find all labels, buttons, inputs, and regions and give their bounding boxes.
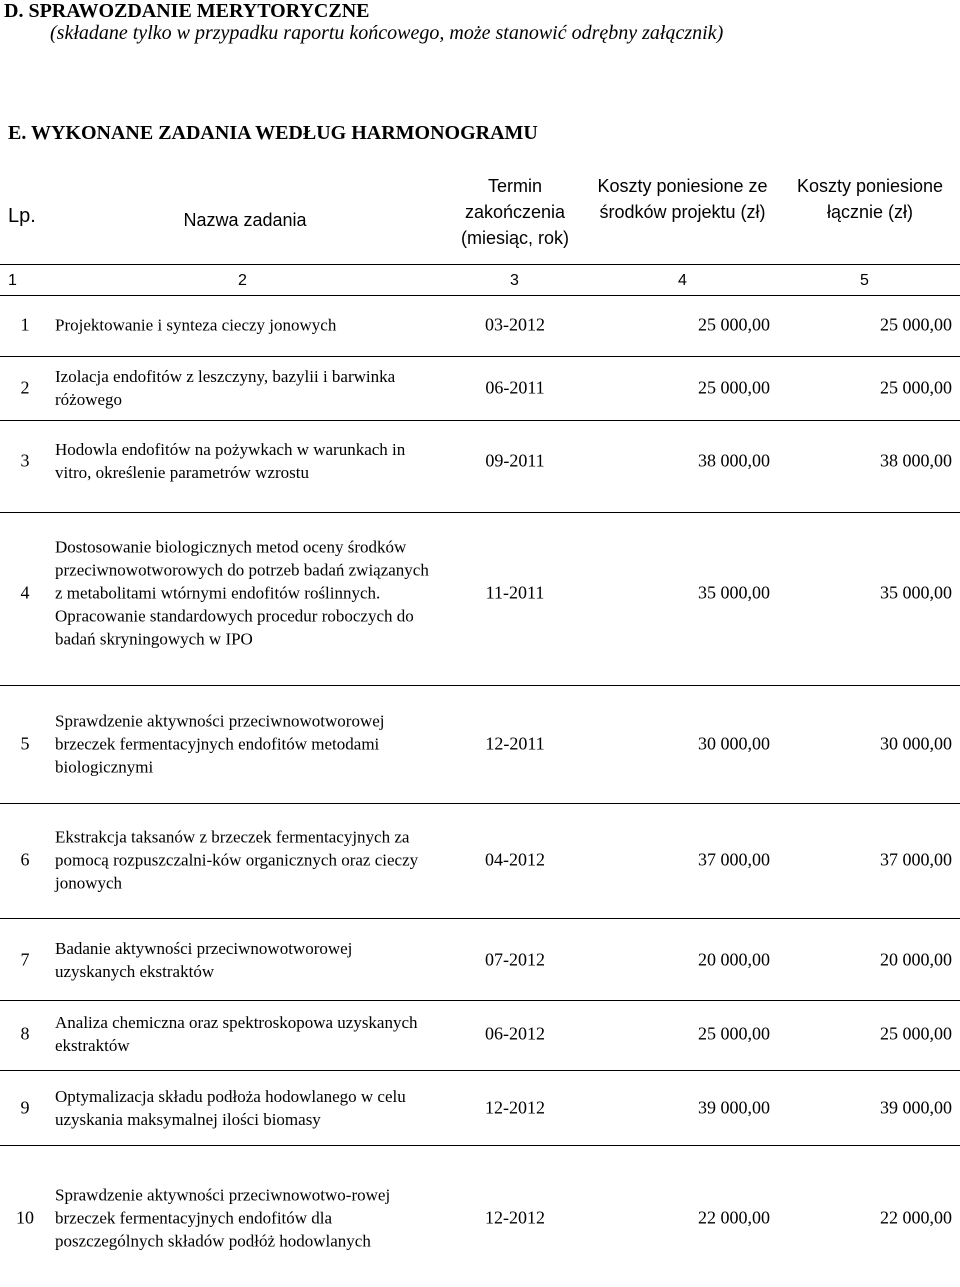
row-lp: 3 (20, 450, 30, 471)
header-total-costs: Koszty poniesione łącznie (zł) (796, 176, 944, 222)
row-divider (0, 1000, 960, 1001)
row-total-cost: 37 000,00 (880, 849, 952, 870)
row-divider (0, 420, 960, 421)
row-task-name: Sprawdzenie aktywności przeciwnowotwo-rowej brzeczek fermentacyjnych endofitów dla poszczególnych składów podłóż hodowlanych (55, 1185, 391, 1251)
row-project-cost: 35 000,00 (698, 582, 770, 603)
row-project-cost: 39 000,00 (698, 1097, 770, 1118)
row-divider (0, 512, 960, 513)
row-lp: 10 (16, 1207, 34, 1228)
row-divider (0, 685, 960, 686)
row-lp: 2 (20, 377, 30, 398)
row-lp: 1 (20, 314, 30, 335)
row-divider (0, 918, 960, 919)
row-divider (0, 803, 960, 804)
row-total-cost: 22 000,00 (880, 1207, 952, 1228)
row-lp: 8 (20, 1023, 30, 1044)
row-divider (0, 1070, 960, 1071)
row-task-name: Projektowanie i synteza cieczy jonowych (55, 315, 337, 335)
row-task-name: Dostosowanie biologicznych metod oceny środków przeciwnowotworowych do potrzeb badań związanych z metabolitami wtórnymi endofitów roślinnych. Opracowanie standardowych procedur roboczych do badań skryningowych w IPO (55, 537, 429, 649)
row-term: 11-2011 (485, 582, 545, 603)
row-task-name: Analiza chemiczna oraz spektroskopowa uzyskanych ekstraktów (55, 1013, 418, 1055)
row-lp: 7 (20, 949, 30, 970)
row-term: 07-2012 (485, 949, 545, 970)
row-total-cost: 25 000,00 (880, 377, 952, 398)
row-task-name: Sprawdzenie aktywności przeciwnowotworowej brzeczek fermentacyjnych endofitów metodami biologicznymi (55, 711, 385, 777)
row-total-cost: 25 000,00 (880, 314, 952, 335)
row-term: 12-2012 (485, 1207, 545, 1228)
row-project-cost: 20 000,00 (698, 949, 770, 970)
row-divider (0, 295, 960, 296)
row-total-cost: 38 000,00 (880, 450, 952, 471)
row-lp: 9 (20, 1097, 30, 1118)
row-lp: 4 (20, 582, 30, 603)
row-lp: 5 (20, 733, 30, 754)
row-project-cost: 25 000,00 (698, 377, 770, 398)
row-term: 12-2012 (485, 1097, 545, 1118)
row-task-name: Ekstrakcja taksanów z brzeczek fermentacyjnych za pomocą rozpuszczalni-ków organicznych oraz cieczy jonowych (55, 827, 419, 893)
row-project-cost: 30 000,00 (698, 733, 770, 754)
row-task-name: Hodowla endofitów na pożywkach w warunkach in vitro, określenie parametrów wzrostu (55, 440, 406, 482)
row-total-cost: 35 000,00 (880, 582, 952, 603)
row-lp: 6 (20, 849, 30, 870)
row-term: 09-2011 (485, 450, 545, 471)
row-divider (0, 356, 960, 357)
row-project-cost: 37 000,00 (698, 849, 770, 870)
section-d-title: D. SPRAWOZDANIE MERYTORYCZNE (4, 0, 370, 22)
column-number: 2 (238, 272, 247, 289)
row-term: 04-2012 (485, 849, 545, 870)
row-divider (0, 264, 960, 265)
row-task-name: Izolacja endofitów z leszczyny, bazylii i barwinka różowego (55, 367, 396, 409)
row-term: 06-2012 (485, 1023, 545, 1044)
row-project-cost: 38 000,00 (698, 450, 770, 471)
section-e-title: E. WYKONANE ZADANIA WEDŁUG HARMONOGRAMU (8, 122, 538, 144)
row-term: 03-2012 (485, 314, 545, 335)
row-project-cost: 22 000,00 (698, 1207, 770, 1228)
row-term: 06-2011 (485, 377, 545, 398)
header-term: Termin zakończenia (miesiąc, rok) (460, 176, 569, 248)
row-total-cost: 30 000,00 (880, 733, 952, 754)
row-total-cost: 20 000,00 (880, 949, 952, 970)
header-project-costs: Koszty poniesione ze środków projektu (zł) (597, 176, 768, 222)
column-number: 5 (860, 272, 869, 289)
row-project-cost: 25 000,00 (698, 1023, 770, 1044)
row-term: 12-2011 (485, 733, 545, 754)
section-d-subtitle: (składane tylko w przypadku raportu końcowego, może stanowić odrębny załącznik) (50, 22, 724, 44)
row-total-cost: 25 000,00 (880, 1023, 952, 1044)
column-number: 4 (678, 272, 687, 289)
row-task-name: Badanie aktywności przeciwnowotworowej uzyskanych ekstraktów (55, 939, 353, 981)
row-total-cost: 39 000,00 (880, 1097, 952, 1118)
header-lp: Lp. (8, 205, 36, 227)
column-number: 3 (510, 272, 519, 289)
row-task-name: Optymalizacja składu podłoża hodowlanego w celu uzyskania maksymalnej ilości biomasy (55, 1087, 406, 1129)
row-project-cost: 25 000,00 (698, 314, 770, 335)
header-task-name: Nazwa zadania (183, 210, 307, 230)
column-number: 1 (8, 272, 17, 289)
row-divider (0, 1145, 960, 1146)
